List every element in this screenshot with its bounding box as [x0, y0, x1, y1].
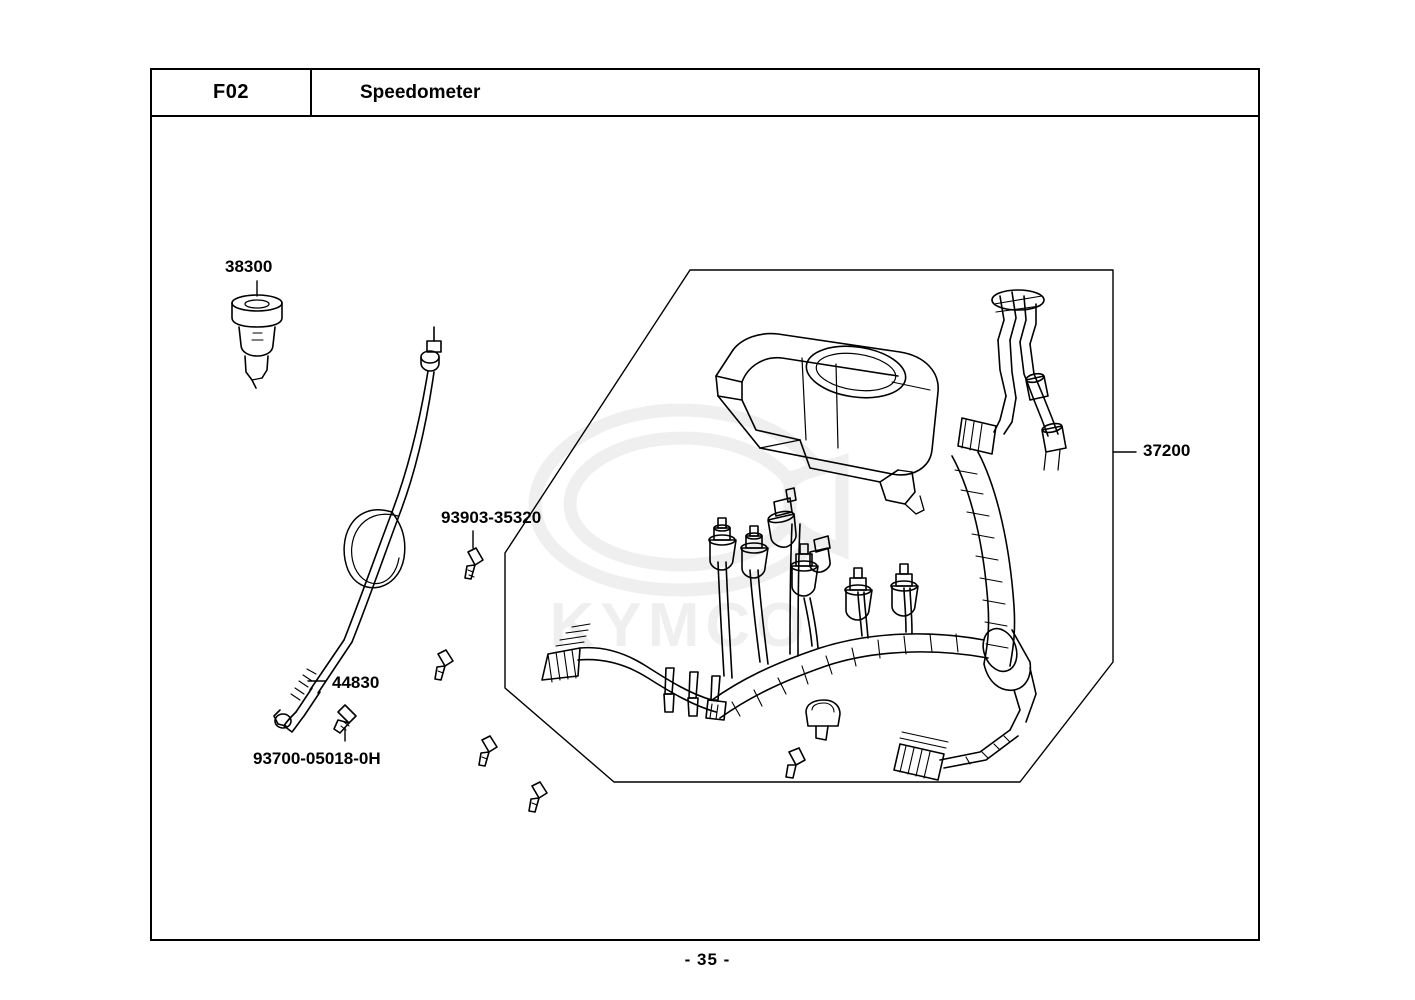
diagram-frame: [150, 117, 1260, 941]
section-code: F02: [152, 70, 312, 115]
callout-37200[interactable]: 37200: [1143, 441, 1191, 460]
callout-93700-05018-0H[interactable]: 93700-05018-0H: [253, 749, 381, 768]
callout-44830[interactable]: 44830: [332, 673, 380, 692]
watermark-text: KYMCO: [549, 591, 811, 660]
section-header: [150, 68, 1260, 117]
page-number: - 35 -: [684, 950, 731, 969]
callout-93903-35320[interactable]: 93903-35320: [441, 508, 542, 527]
page-title: Speedometer: [360, 81, 481, 103]
callout-38300[interactable]: 38300: [225, 257, 273, 276]
